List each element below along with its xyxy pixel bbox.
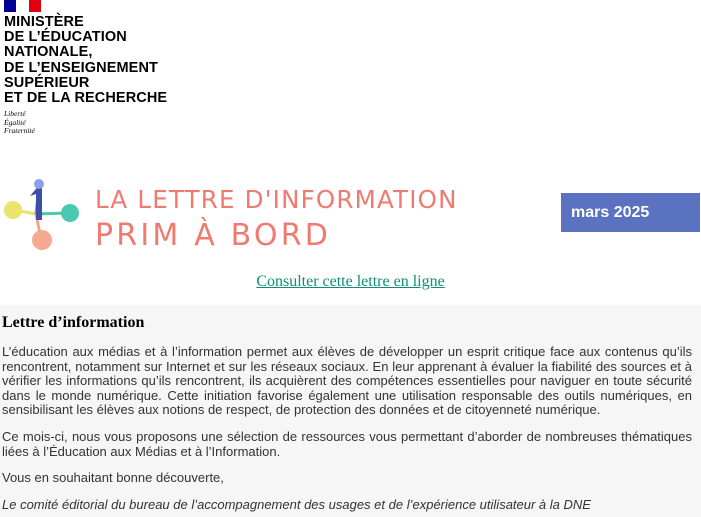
newsletter-subtitle: PRIM À BORD — [95, 218, 332, 253]
ministry-header — [4, 0, 167, 136]
newsletter-title: LA LETTRE D'INFORMATION — [95, 185, 458, 214]
editorial-signature: Le comité éditorial du bureau de l’accompagnement des usages et de l’expérience utilisateur à la DNE — [2, 496, 591, 512]
republic-motto — [4, 110, 167, 136]
view-online-link[interactable]: Consulter cette lettre en ligne — [256, 273, 445, 290]
intro-paragraph: L’éducation aux médias et à l’information permet aux élèves de développer un esprit critique face aux contenus qu’ils rencontrent, notamment sur Internet et sur les réseaux sociaux. En leur apprenant à évaluer la fiabilité des sources et à vérifier les informations qu’ils rencontrent, ils acquièrent des compétences essentielles pour naviguer en toute sécurité dans le monde numérique. Cette initiation favorise également une utilisation responsable des outils numériques, en sensibilisant les élèves aux notions de respect, de protection des données et de citoyenneté numérique. — [2, 344, 692, 418]
issue-date-badge: mars 2025 — [561, 193, 700, 232]
greeting-paragraph: Vous en souhaitant bonne découverte, — [2, 470, 224, 486]
ministry-name: MINISTÈRE DE L’ÉDUCATION NATIONALE, DE L’ENSEIGNEMENT SUPÉRIEUR ET DE LA RECHERCHE — [4, 14, 168, 107]
newsletter-content — [0, 305, 701, 517]
prim-a-bord-logo-icon — [0, 176, 84, 254]
french-flag-icon — [4, 0, 41, 12]
selection-paragraph: Ce mois-ci, nous vous proposons une sélection de ressources vous permettant d’aborder de nombreuses thématiques liées à l’Éducation aux Médias et à l’Information. — [2, 428, 692, 459]
motto-fraternite: Fraternité — [4, 126, 35, 136]
content-heading: Lettre d’information — [2, 314, 145, 331]
motto-egalite: Égalité — [4, 117, 26, 127]
motto-liberte: Liberté — [4, 109, 26, 119]
